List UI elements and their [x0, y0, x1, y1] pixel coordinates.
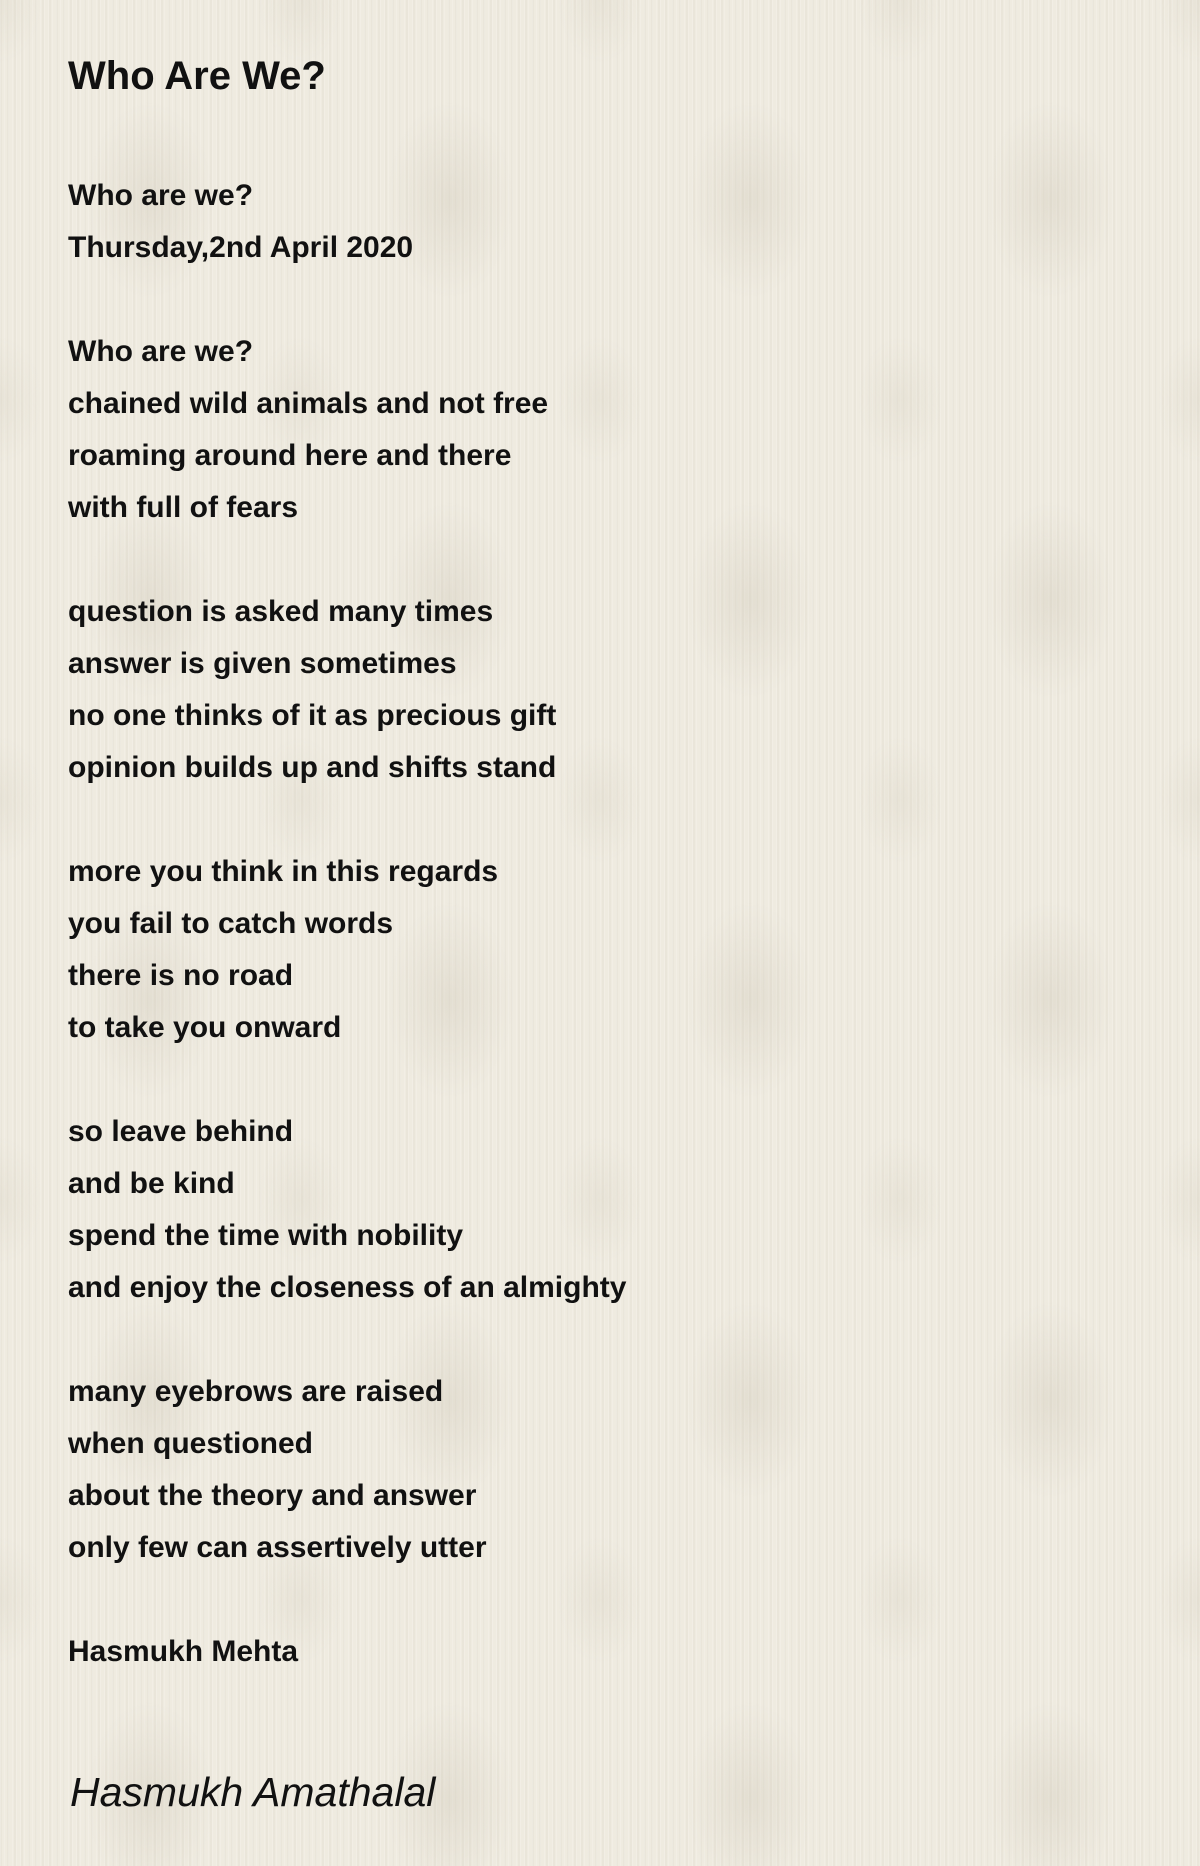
poem-body — [68, 170, 1128, 1678]
poem-signature: Hasmukh Mehta — [68, 1635, 299, 1668]
stanza — [68, 326, 1128, 534]
poem-line: many eyebrows are raised — [68, 1375, 444, 1408]
stanza — [68, 586, 1128, 794]
stanza — [68, 1366, 1128, 1574]
poem-line: no one thinks of it as precious gift — [68, 699, 557, 732]
poem-line: there is no road — [68, 959, 294, 992]
stanza — [68, 170, 1128, 274]
poem-line: roaming around here and there — [68, 439, 512, 472]
poem-line: and enjoy the closeness of an almighty — [68, 1271, 627, 1304]
poem-title: Who Are We? — [68, 54, 326, 98]
poem-line: only few can assertively utter — [68, 1531, 487, 1564]
poem-page — [68, 44, 1128, 1678]
poem-line: spend the time with nobility — [68, 1219, 464, 1252]
poem-line: and be kind — [68, 1167, 235, 1200]
poem-line: answer is given sometimes — [68, 647, 457, 680]
poem-line: chained wild animals and not free — [68, 387, 549, 420]
poem-line: so leave behind — [68, 1115, 294, 1148]
poem-line: Thursday,2nd April 2020 — [68, 231, 414, 264]
poem-line: when questioned — [68, 1427, 314, 1460]
poem-line: more you think in this regards — [68, 855, 499, 888]
poem-line: you fail to catch words — [68, 907, 394, 940]
stanza — [68, 846, 1128, 1054]
poem-line: about the theory and answer — [68, 1479, 477, 1512]
poem-line: question is asked many times — [68, 595, 494, 628]
poem-line: Who are we? — [68, 179, 254, 212]
poem-line: opinion builds up and shifts stand — [68, 751, 557, 784]
poem-line: to take you onward — [68, 1011, 342, 1044]
author-name: Hasmukh Amathalal — [70, 1769, 436, 1815]
stanza — [68, 1106, 1128, 1314]
poem-line: with full of fears — [68, 491, 299, 524]
poem-line: Who are we? — [68, 335, 254, 368]
